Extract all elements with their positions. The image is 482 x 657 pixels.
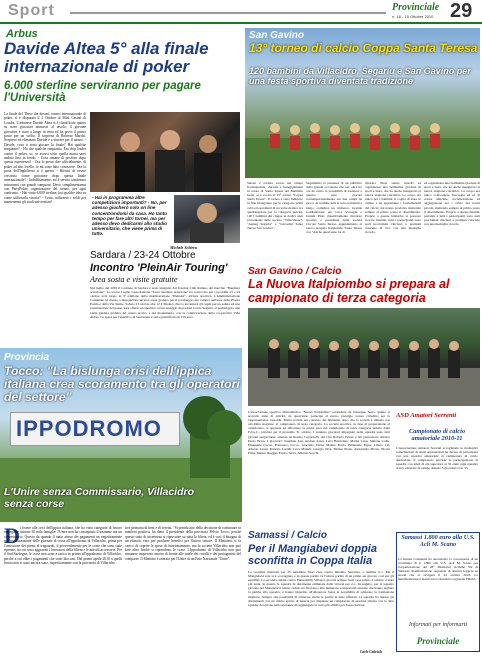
arbus-headline: Davide Altea 5° alla finale internazionale di poker [4,39,209,76]
asd-headline: ASD Amatori Serrenti [396,412,457,419]
sardara-subheadline: Area sosta e visite gratuite [90,275,178,284]
italpiombo-body: L'associazione sportiva dilettantistica "Nuova Italpiombo" presieduta da Giuseppe Serra, giunta al secondo anno di attività, da quest'anno partecipa al nuovo prestigio torneo cittadino per la rappresentanza rossoblù. Prima società nel contesto dei dilettanti, dopo che la società è rimasta con un'ottima stagione, al campionato di terza categoria. La società sportiva, in fase di preparazione al campionato, si appresta ad affrontare la prima gara del campionato di terza categoria indetta dalla F.I.G.C., prevista per il prossimo 31 ottobre. I ventuno giocatori impegnati nella squadra sono tutti giovani sangavinesi, allenati da Renato Coppotelli, dal vice Roberto Ennas e dal preparatore atletico Paolo Bonu. I giocatori: Jonathan Aru, Andrea Atzei, Luca Belvedere, Mattia Casu, Simone Collu, Emanuele Cuccu, Francesco Cocco, Giacomo Fanni, Matteo Ferris, Emanuele Figus, Libero Lai, Alberto Leoni, Roberto Lorddi, Luca Manuli, Giorgio Orrù, Matteo Piano, Alessandro Pitzus, Nicola Pitzu, Matteo Ruggiu, Enrico Serra, Antonio Secchi. [248,410,390,455]
tocco-subheadline: L'Unire senza Commissario, Villacidro senza corse [4,486,194,510]
promo-tagline: Informati per informarti [408,622,468,628]
paper-logo: Provinciale [416,636,460,646]
arbus-signature: Michele Schirru [170,245,198,250]
samassi-body: La sconfitta maturata per 25 settembre fuori casa contro Dinamo Sarrabus, a termine 0-1. Ma il Mangiabevi non si è scoraggiato e in questa partita va l'ottava partita di un primo set giocato cosi per gli equilibri. La seconda, subita contro Futura2000, Villasor, giocata sempre fuori casa sabato 2 ottobre, è stata più lenta, in quanto la squadra fu duramente eliminata dalla vittoria per 2-1. In seguito, per la squadra giovane del Mangiabevi hanno ceduto un fin fresco alle numerose e importanti assenze che hanno tagliato la gamba alla squadra, e hanno impedito all'allenatore Serra la possibilità di schierare la formazione migliore. Sempre alla possibilità di schierare anche le partite in tutte ufficiali. La squadra ha ripreso gli allenamenti con un ottimo spirito di tenacia per disputare un campionato di assoluta altezza con le altre squadre del girone nella speranza di raggiungere la vetta più ambita per l'associazione. [248,570,394,607]
samassi-signature: Carlo Cabriolo [360,650,383,654]
arbus-kicker: Arbus [6,28,38,40]
sardara-body: Nel luglio del 2005 il Comune di Sardara è stato insignito dal Touring Club Italiano del marchio "Bandiera arancione". Lo scorso Luglio l'associazione "Terre bandiere arancione" ha convocato per i prossimi 23 e 24 ottobre avrà luogo la 3ª edizione della manifestazione "PleinAir", all'area sportiva. L'Amministrazione Comunale ha messo a disposizione un'area sosta gratuita per il parcheggio dei camper nell'area della Piazza Podda e della Via Terme. Sabato 23 ottobre alle 12 il Sindaco Zucca incontrerà gli ospiti per un saluto ed una presentazione del paese, sarà offerto un aperitivo ed un assaggio di prodotti locali. Seguirà, al pomeriggio, una visita guidata gratuita del centro storico e del monumento, con la collaborazione della cooperativa Villa Abbas. La spesa per l'aperitivo di benvenuto è stata quantificata in 150 euro. [90,286,240,319]
photo-placeholder-icon [90,112,240,192]
italpiombo-kicker: San Gavino / Calcio [248,266,342,277]
section-label: Sport [8,2,55,19]
arbus-body: La finale del 'Drive the dream', torneo internazionale di poker, si è disputata il 2 Ottobre al Mint Casinò di Londra. L'arburese Davide Altea si è classificato quinto su nove giocatori ammessi al tavolo; il giovane giocatore è stato a lungo in testa ed ha perso il primo posto per un soffio. Il sorpresa di Roberto Marchi. Sorpreso ed eliminato Davide è a vincere per il torneo. - Davide, cosa ti stato giocare la finale? Hai qualche rimpianto? - Ho che qualche rimpianto. Era chip leader contro il poker, so, se avessi visto quella mano sarei andato fino in fondo. - Cosa rimane di positivo dopo questa esperienza? - Ora lo posso dire ufficialmente, di poker ad alto livello, io mi sono fatto conoscere. Ora la porta dell'Inghilterra si è aperta. - Riferiti di essere cresciuto come giocatore dopo questa finale internazionale? - Indubbiamente, mi è servito tantissimo misurarmi con grandi campioni. Devo complimentarmi con PartyPoker, organizzatore del torneo, per ogni confronto. - Hai vinto 6.000 sterline, hai qualche idea su come utilizzarla vincita? - Certo, utilizzerò i soldi per mantenermi gli studi universitari! [4,112,86,205]
italpiombo-headline: La Nuova Italpiombo si prepara al campionato di terza categoria [248,277,450,305]
san-gavino-body-col2: Seguitiamo la presenza di un pubblico della grande occasione che per oltre tre ore ha avuto la possibilità di assistere a quattro gare giocate contemporaneamente sui due campi da gioco. Al termine tutti si sono trattenuti a lungo, complice un rinfresco. Grande soddisfazione per Luca Vacargiu e Gianni Piras rispettivamente direttore sportivo e presidente della società Circolo Santa Teresa, appuntamento al nuovo progetto Italpiombo Santa Teresa con "Anche quest'anno ha di [306,181,362,235]
asd-subheadline: Campionato di calcio amatoriale 2010-11 [408,428,466,443]
tocco-body-col2: tive primaria di beni e di servizi. "Si prenda atto della decisione di continuare in maniera positiva, ha detto il presidente della provincia Pelvio Tocco, perché questo stato di incertezza si ripercuote su tutta la filiera, ed è così il bisogno di un rilancio vero per produrre benefici per l'intero settore. Il Ministero si fa carico di coprire le spese di funzionamento, ma la società Villacidro non può fare altro finché si riprendono le corse. L'ippodromo di Villacidro non può rimanere inoperoso ancora di fronte alle tutele dei cavalli e dei protagonisti del comparto. Il Ministro è onerato per l'Unire di un Ente Nazionale "Unire". [125,526,241,561]
arbus-interview: - Hai in programma altre competizioni importanti? - No, per adesso giocherò solo on line concentrandomi da casa. Ho tanto tempo per fare altri tornei, ma per adesso devo dedicarmi allo studio universitario, che viene prima di tutto. [92,195,168,237]
ippodromo-sign-text: IPPODROMO [16,416,162,441]
issue-date: n. 18 - 15 Ottobre 2010 [392,14,434,19]
paper-name: Provinciale [392,2,440,13]
tocco-body-col1: i fronte alla crisi dell'ippica italiana, che ha visto categorie di lavoro impegnate intorno 50 mila famiglie, l'Unire non ha consegnato il unanime ma un commissario. Questo da quando il tanto atteso dei pagamenti un negativamente sull'organizzazione delle giornate di corsa all'ippodromo di Villacidro, prima per l'omissione dei premi al traguardo, il provvedimento per le corse che sono state ripetute, tra cui sono aggravati i lavoratori della filiera e le attività accessorie. Per il Sud Sardegna, le corse non sono a carico in primis all'ippodromo di Villacidro, perché a cui ebbe i pagamenti che sono bloccati. Dal primo aprile 2010 a quelli finora non si sono ancora state, rispettivamente con la provincia di Villacidro. [4,526,122,566]
page-number: 29 [450,0,473,22]
portrait-placeholder-icon [174,195,240,243]
team-photo-icon [248,308,480,406]
san-gavino-headline: 13° torneo di calcio Coppa Santa Teresa [249,41,478,55]
arbus-subheadline: 6.000 sterline serviranno per pagare l'Università [4,80,201,104]
acli-headline: Samassi 1.800 euro alla U.S. Acli M. Scano [401,534,475,548]
san-gavino-subheadline: 120 bambini da Villacidro, Segariu e San Gavino per una festa sportiva diventata tradizione [249,66,471,86]
san-gavino-body-col1: Sabato 2 ottobre scorso nel campo frontespedale, durante i festeggiamenti in onore di Santa Teresa del Bambino Gesù, si è svolto il 13° torneo "Coppa Santa Teresa". Il torneo è stato indirizzo in fine triangolare per le categorie primi calci ed esordienti di tra volte molteo ora quadrangolare per la categoria pulcini. 120 i bambini dai cinque ai dodici anni provenienti dalle società "Villacidrese", "Asmeg Segariu" e "Gioventù Santa Teresa San Gavino". [247,181,303,231]
acli-body: La Giunta Comunale ha autorizzato la concessione di un contributo di € 1.800 alla U.S. Acli M. Scano per l'organizzazione del 28° Memorial ciclismo Val di Samassi, manifestazione regionale di atletica leggera su strada che si svolgerà il 24 ottobre 2010. La manifestazione è inserita nel calendario regionale FIDAL. [398,557,478,582]
tocco-headline: Tocco: "La bislunga crisi dell'ippica italiana crea scoramento tra gli operatori del settore" [4,364,240,404]
sardara-dateline: Sardara / 23-24 Ottobre [90,250,196,261]
san-gavino-body-col4: ed organizzare una bellissima giornata di sport e festa, che ha anche inaugurato la nuova stagione calcistica. Lo scopo era unico coinvolgere Vaccargiu ed ex di creare amicizie, socializzazione ed aggregazione per i calcio dei nostri piccoli, mettendo sempre al primo posto il divertimento. Proprio a queste finalità, pertanto a tutti i partecipanti sono stati proclamati vincitori e premiati ciascuno con una medaglia ricordo. [424,181,480,226]
san-gavino-kicker: San Gavino [249,30,305,41]
asd-body: L'Associazione Amatori Serrenti accogliendo le molteplici sollecitazioni di atleti appassionati ha deciso di partecipare con una squadra amatoriale al campionato di calcio amatoriale. Il campionato prevede la partecipazione di squadre con atleti di età superiore ai 35 anni; ogni squadra dovrà schierare in campo almeno 5 giocatori over 35. [396,446,478,471]
poker-players-photo [90,112,240,192]
san-gavino-body-col3: chiarato Piras siamo riusciti ad organizzare una bellissima giornata di sport e festa, che ha anche inaugurato la nuova stagione calcistica. Lo scopo era unico per i bambini la voglia di stare in campo e ad apprendere i fondamentali del calcio; dal nostro prodotto, mettendo sempre al primo posto il divertimento. Proprio a queste iniziative si possono trovare risultati, tutti i partecipanti sono stati proclamati vincitori e premiati ciascuno di loro con una medaglia ricordo. [365,181,421,235]
tocco-kicker: Provincia [4,352,50,363]
tocco-dropcap: D [4,523,20,548]
samassi-headline: Per il Mangiabevi doppia sconfitta in Coppa Italia [248,543,377,567]
davide-altea-photo [174,195,240,243]
header-divider [70,12,386,14]
italpiombo-team-photo [248,308,480,406]
samassi-kicker: Samassi / Calcio [248,530,327,541]
sardara-headline: Incontro 'PleinAir Touring' [90,262,228,274]
